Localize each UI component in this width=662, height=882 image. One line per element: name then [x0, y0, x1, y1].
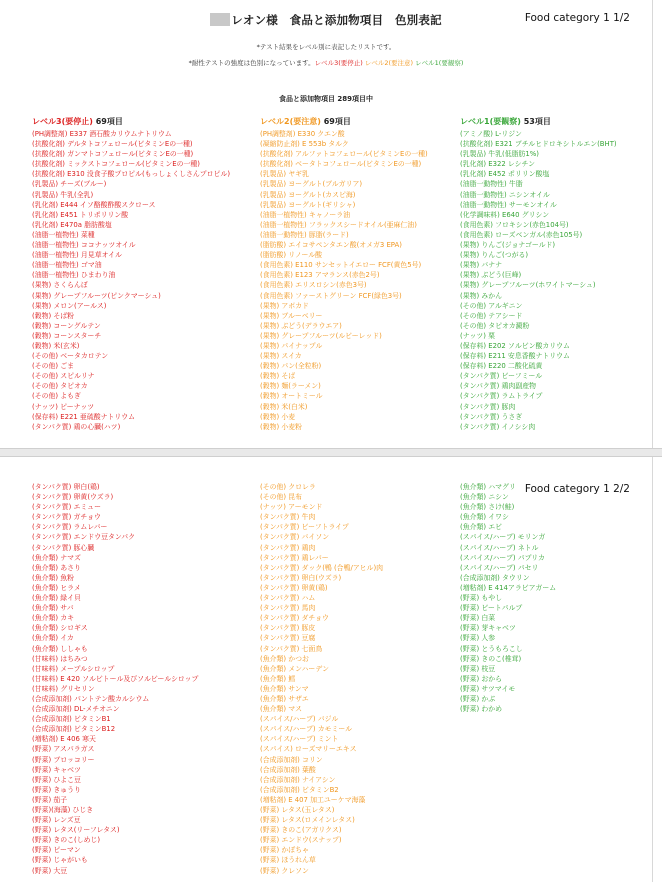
- list-item: (乳化剤) E451 トリポリリン酸: [32, 210, 129, 219]
- list-item: (穀物) コーンスターチ: [32, 331, 102, 340]
- list-item: (果物) スイカ: [260, 352, 302, 361]
- list-item: (野菜) おから: [460, 674, 503, 683]
- list-item: (魚介類) イカ: [32, 634, 74, 643]
- list-item: (タンパク質) 豚肉: [460, 402, 516, 411]
- item-list: [460, 129, 653, 432]
- list-item: (タンパク質) 卵黄(ウズラ): [32, 493, 114, 502]
- list-item: (アミノ酸) L-リジン: [460, 130, 522, 138]
- list-item: (合成添加剤) ビタミンB12: [32, 725, 116, 734]
- list-item: (乳化剤) E470a 脂肪酸塩: [32, 220, 112, 229]
- list-item: (食用色素) ローズベンガル(赤色105号): [460, 230, 583, 239]
- item-list: [260, 129, 460, 432]
- list-item: (タンパク質) バイソン: [260, 533, 330, 542]
- list-item: (増粘剤) E 414アラビアガーム: [460, 583, 557, 592]
- list-item: (タンパク質) うさぎ: [460, 412, 523, 421]
- level3-column: [32, 115, 232, 432]
- level3-column-continued: [32, 482, 232, 876]
- column-heading: [260, 115, 460, 129]
- list-item: (スパイス/ハーブ) パプリカ: [460, 553, 545, 562]
- list-item: (魚介類) 鱈: [260, 674, 296, 683]
- list-item: (魚介類) サンマ: [260, 684, 309, 693]
- list-item: (スパイス/ハーブ) モリンガ: [460, 533, 546, 542]
- list-item: (魚介類) 魚粉: [32, 573, 75, 582]
- legend-level3: レベル3(要停止): [314, 59, 363, 67]
- list-item: (野菜) レタス(ロメインレタス): [260, 816, 355, 825]
- list-item: (野菜) わかめ: [460, 705, 503, 714]
- list-item: (その他) タピオカ澱粉: [460, 321, 530, 330]
- level2-column-continued: [260, 482, 460, 876]
- list-item: (魚介類) ししゃも: [32, 644, 88, 653]
- list-item: (保存料) E211 安息香酸ナトリウム: [460, 352, 570, 361]
- list-item: (ナッツ) アーモンド: [260, 503, 323, 512]
- list-item: (野菜) クレソン: [260, 866, 309, 875]
- list-item: (タンパク質) ガチョウ: [32, 513, 101, 522]
- list-item: (果物) グレープフルーツ(ルビーレッド): [260, 331, 382, 340]
- list-item: (タンパク質) ビーフミール: [460, 372, 543, 381]
- item-list: [260, 482, 460, 876]
- list-item: (スパイス/ハーブ) バジル: [260, 715, 339, 724]
- list-item: (その他) ごま: [32, 362, 75, 371]
- item-list: [460, 482, 653, 714]
- list-item: (合成添加剤) タウリン: [460, 573, 530, 582]
- list-item: (脂肪酸) エイコサペンタエン酸(オメガ3 EPA): [260, 241, 402, 250]
- level1-column-continued: [460, 482, 653, 714]
- list-item: (野菜) もやし: [460, 594, 503, 603]
- list-item: (野菜) 茄子: [32, 795, 68, 804]
- level2-count: 69項目: [323, 117, 351, 126]
- food-category-label: Food category 1 2/2: [524, 483, 630, 495]
- list-item: (タンパク質) 豚皮: [260, 624, 316, 633]
- list-item: (油脂一動物性) ニシンオイル: [460, 190, 550, 199]
- list-item: (タンパク質) ダチョウ: [260, 614, 329, 623]
- list-item: (野菜) 芽キャベツ: [460, 624, 516, 633]
- list-item: (その他) クロレラ: [260, 483, 316, 491]
- list-item: (ナッツ) 栗: [460, 331, 495, 340]
- list-item: (スパイス/ハーブ) ミント: [260, 735, 339, 744]
- level1-heading: レベル1(要観察): [460, 117, 521, 126]
- list-item: (魚介類) サザエ: [260, 694, 309, 703]
- list-item: (穀物) そば: [260, 372, 296, 381]
- list-item: (タンパク質) 鶏肉: [260, 543, 316, 552]
- list-item: (野菜) レタス(玉レタス): [260, 806, 335, 814]
- list-item: (野菜) ブロッコリー: [32, 755, 95, 764]
- list-item: (その他) タピオカ: [32, 382, 88, 391]
- list-item: (果物) りんご(ジョナゴールド): [460, 241, 556, 250]
- list-item: (タンパク質) 七面鳥: [260, 644, 323, 653]
- list-item: (野菜) ほうれん草: [260, 856, 316, 865]
- list-item: (野菜) 大豆: [32, 866, 68, 875]
- list-item: (タンパク質) 卵白(ウズラ): [260, 573, 342, 582]
- list-item: (抗酸化剤) デルタトコフェロール(ビタミンEの一種): [32, 140, 193, 149]
- report-page-2: [0, 457, 653, 882]
- list-item: (その他) 昆布: [260, 493, 303, 502]
- note-legend-prefix: *耐性テストの強度は色別になっています。: [188, 59, 315, 67]
- list-item: (油脂一動物性) 豚脂(ラード): [260, 230, 349, 239]
- list-item: (乳製品) ヤギ乳: [260, 170, 309, 179]
- list-item: (乳化剤) E452 ポリリン酸塩: [460, 170, 550, 179]
- list-item: (タンパク質) ハム: [260, 594, 316, 603]
- list-item: (タンパク質) 豚心臓: [32, 543, 95, 552]
- list-item: (野菜) アスパラガス: [32, 745, 95, 754]
- note-color-legend: [0, 58, 652, 67]
- list-item: (脂肪酸) リノール酸: [260, 251, 323, 260]
- list-item: (乳製品) 牛乳(全乳): [32, 190, 94, 199]
- list-item: (魚介類) マス: [260, 705, 303, 714]
- list-item: (化学調味料) E640 グリシン: [460, 210, 550, 219]
- list-item: (その他) ベータカロテン: [32, 352, 109, 361]
- list-item: (油脂一植物性) 菜種: [32, 230, 95, 239]
- list-item: (タンパク質) エンドウ豆タンパク: [32, 533, 136, 542]
- list-item: (タンパク質) ラムレバー: [32, 523, 108, 532]
- list-item: (魚介類) ナマズ: [32, 553, 81, 562]
- list-item: (魚介類) カキ: [32, 614, 75, 623]
- list-item: (乳製品) チーズ(ブルー): [32, 180, 107, 189]
- list-item: (果物) ぶどう(デラウエア): [260, 321, 342, 330]
- list-item: (合成添加剤) ナイアシン: [260, 775, 336, 784]
- list-item: (その他) アルギニン: [460, 301, 523, 310]
- level1-count: 53項目: [523, 117, 551, 126]
- list-item: (食用色素) E110 サンセットイエロー FCF(黄色5号): [260, 261, 422, 270]
- list-item: (増粘剤) E 407 加工ユーケマ海藻: [260, 795, 366, 804]
- list-item: (果物) バナナ: [460, 261, 503, 270]
- list-item: (野菜) サツマイモ: [460, 684, 516, 693]
- list-item: (果物) グレープフルーツ(ピンクマーシュ): [32, 291, 161, 300]
- list-item: (甘味料) はちみつ: [32, 654, 88, 663]
- list-item: (穀物) パン(全粒粉): [260, 362, 322, 371]
- note-explanation: *テスト結果をレベル別に表記したリストです。: [256, 43, 396, 51]
- page-divider: [0, 448, 662, 457]
- list-item: (魚介類) イワシ: [460, 513, 509, 522]
- list-item: (甘味料) グリセリン: [32, 684, 95, 693]
- list-item: (穀物) 麺(ラーメン): [260, 382, 321, 391]
- list-item: (タンパク質) 鶏肉副産物: [460, 382, 536, 391]
- list-item: (野菜)(海藻) ひじき: [32, 806, 94, 814]
- list-item: (野菜) 白菜: [460, 614, 496, 623]
- list-item: (魚介類) サバ: [32, 604, 74, 613]
- list-item: (果物) りんご(つがる): [460, 251, 529, 260]
- list-item: (果物) ぶどう(巨峰): [460, 271, 522, 280]
- list-item: (タンパク質) 卵黄(鶏): [260, 583, 328, 592]
- list-item: (野菜) ひよこ豆: [32, 775, 81, 784]
- list-item: (食用色素) ファーストグリーン FCF(緑色3号): [260, 291, 402, 300]
- list-item: (穀物) 小麦: [260, 412, 296, 421]
- list-item: (乳製品) ヨーグルト(ギリシャ): [260, 200, 356, 209]
- list-item: (油脂一植物性) 月見草オイル: [32, 251, 122, 260]
- list-item: (果物) ブルーベリー: [260, 311, 323, 320]
- list-item: (乳製品) ヨーグルト(カスピ海): [260, 190, 356, 199]
- list-item: (タンパク質) ビーフトライプ: [260, 523, 349, 532]
- list-item: (油脂一植物性) フラックスシードオイル(亜麻仁油): [260, 220, 417, 229]
- report-title-text: レオン様 食品と添加物項目 色別表記: [231, 13, 442, 27]
- item-list: [32, 482, 232, 876]
- list-item: (野菜) かぶ: [460, 694, 496, 703]
- list-item: (乳製品) 牛乳(低脂肪1%): [460, 150, 539, 159]
- list-item: (果物) メロン(アールス): [32, 301, 107, 310]
- list-item: (野菜) キャベツ: [32, 765, 81, 774]
- list-item: (魚介類) あさり: [32, 563, 81, 572]
- list-item: (抗酸化剤) アルファトコフェロール(ビタミンEの一種): [260, 150, 428, 159]
- list-item: (野菜) とうもろこし: [460, 644, 523, 653]
- level3-count: 69項目: [95, 117, 123, 126]
- list-item: (油脂一動物性) 牛脂: [460, 180, 523, 189]
- list-item: (タンパク質) イノシシ肉: [460, 422, 536, 431]
- column-heading: [460, 115, 653, 129]
- legend-level2: レベル2(要注意): [364, 59, 414, 67]
- list-item: (合成添加剤) パントテン酸カルシウム: [32, 694, 150, 703]
- list-item: (保存料) E220 二酸化硫黄: [460, 362, 543, 371]
- list-item: (合成添加剤) ビタミンB2: [260, 785, 339, 794]
- column-heading: [32, 115, 232, 129]
- list-item: (抗酸化剤) ベータトコフェロール(ビタミンEの一種): [260, 160, 422, 169]
- list-item: (野菜) エンドウ(スナップ): [260, 836, 342, 845]
- list-item: (野菜) ビートパルプ: [460, 604, 523, 613]
- list-item: (甘味料) E 420 ソルビトール及びソルビールシロップ: [32, 674, 199, 683]
- list-item: (増粘剤) E 406 寒天: [32, 735, 96, 744]
- list-item: (タンパク質) ダック(鴨 (合鴨/アヒル)肉: [260, 563, 384, 572]
- list-item: (野菜) 人参: [460, 634, 496, 643]
- list-item: (果物) グレープフルーツ(ホワイトマーシュ): [460, 281, 596, 290]
- list-item: (合成添加剤) 葉酸: [260, 765, 316, 774]
- legend-level1: レベル1(要観察): [415, 59, 464, 67]
- list-item: (PH調整剤) E337 酒石酸カリウムナトリウム: [32, 130, 172, 138]
- list-item: (保存料) E202 ソルビン酸カリウム: [460, 341, 570, 350]
- list-item: (PH調整剤) E330 クエン酸: [260, 130, 345, 138]
- list-item: (乳化剤) E444 イソ酪酸酢酸スクロース: [32, 200, 156, 209]
- list-item: (合成添加剤) コリン: [260, 755, 323, 764]
- list-subtitle: 食品と添加物項目 289項目中: [278, 95, 374, 103]
- list-item: (果物) みかん: [460, 291, 503, 300]
- list-item: (野菜) きゅうり: [32, 785, 81, 794]
- list-item: (乳製品) ヨーグルト(ブルガリア): [260, 180, 363, 189]
- list-item: (魚介類) エビ: [460, 523, 503, 532]
- level3-heading: レベル3(要停止): [32, 117, 93, 126]
- list-item: (穀物) 米(玄米): [32, 341, 80, 350]
- list-item: (合成添加剤) ビタミンB1: [32, 715, 111, 724]
- list-item: (スパイス/ハーブ) パセリ: [460, 563, 539, 572]
- list-item: (タンパク質) 鶏の心臓(ハツ): [32, 422, 121, 431]
- list-item: (タンパク質) 牛肉: [260, 513, 316, 522]
- list-item: (油脂一植物性) ひまわり油: [32, 271, 116, 280]
- list-item: (野菜) じゃがいも: [32, 856, 88, 865]
- list-item: (その他) よもぎ: [32, 392, 81, 401]
- list-item: (野菜) きのこ(アガリクス): [260, 826, 342, 835]
- list-item: (合成添加剤) DL-メチオニン: [32, 705, 120, 714]
- list-item: (スパイス) ローズマリーエキス: [260, 745, 357, 754]
- list-item: (野菜) 枝豆: [460, 664, 496, 673]
- food-category-label: Food category 1 1/2: [524, 12, 630, 24]
- list-item: (その他) テアシード: [460, 311, 523, 320]
- list-item: (スパイス/ハーブ) カモミール: [260, 725, 353, 734]
- list-item: (甘味料) メープルシロップ: [32, 664, 115, 673]
- list-item: (スパイス/ハーブ) ネトル: [460, 543, 539, 552]
- list-item: (油脂一植物性) ゴマ油: [32, 261, 102, 270]
- list-item: (タンパク質) 豆腐: [260, 634, 316, 643]
- list-item: (魚介類) ニシン: [460, 493, 509, 502]
- list-item: (その他) スピルリナ: [32, 372, 95, 381]
- list-item: (タンパク質) 馬肉: [260, 604, 316, 613]
- list-item: (魚介類) 緑イ貝: [32, 594, 81, 603]
- list-item: (油脂一植物性) ココナッツオイル: [32, 241, 136, 250]
- level1-column: [460, 115, 653, 432]
- level2-heading: レベル2(要注意): [260, 117, 321, 126]
- list-item: (抗酸化剤) E321 ブチルヒドロキシトルエン(BHT): [460, 140, 617, 149]
- list-item: (油脂一植物性) キャノーラ油: [260, 210, 351, 219]
- list-item: (タンパク質) 卵白(鶏): [32, 483, 100, 491]
- list-item: (食用色素) E123 アマランス(赤色2号): [260, 271, 380, 280]
- list-item: (魚介類) ヒラメ: [32, 583, 81, 592]
- list-item: (食用色素) エリスロシン(赤色3号): [260, 281, 367, 290]
- list-item: (穀物) 小麦粉: [260, 422, 303, 431]
- list-item: (果物) パイナップル: [260, 341, 323, 350]
- list-item: (魚介類) かつお: [260, 654, 309, 663]
- list-item: (果物) アボカド: [260, 301, 309, 310]
- list-item: (タンパク質) 鶏レバー: [260, 553, 329, 562]
- list-item: (油脂一動物性) サーモンオイル: [460, 200, 557, 209]
- list-item: (タンパク質) エミュー: [32, 503, 101, 512]
- list-item: (抗酸化剤) ミックストコフェロール(ビタミンEの一種): [32, 160, 200, 169]
- list-item: (魚介類) メンハーデン: [260, 664, 329, 673]
- list-item: (野菜) きのこ(しめじ): [32, 836, 101, 845]
- redacted-name: [210, 13, 230, 26]
- list-item: (果物) さくらんぼ: [32, 281, 88, 290]
- list-item: (ナッツ) ピーナッツ: [32, 402, 95, 411]
- list-item: (凝縮防止剤) E 553b タルク: [260, 140, 349, 149]
- list-item: (野菜) ピーマン: [32, 846, 81, 855]
- list-item: (タンパク質) ラムトライプ: [460, 392, 543, 401]
- list-item: (食用色素) フロキシン(赤色104号): [460, 220, 569, 229]
- list-item: (乳化剤) E322 レシチン: [460, 160, 535, 169]
- list-item: (抗酸化剤) E310 没食子酸プロピル(もっしょくしさんプロピル): [32, 170, 231, 179]
- list-item: (野菜) きのこ(椎茸): [460, 654, 522, 663]
- list-item: (魚介類) さけ(鮭): [460, 503, 515, 512]
- list-item: (野菜) レンズ豆: [32, 816, 81, 825]
- list-item: (野菜) レタス(リーフレタス): [32, 826, 120, 835]
- list-item: (野菜) かぼちゃ: [260, 846, 309, 855]
- list-item: (穀物) コーングルテン: [32, 321, 101, 330]
- list-item: (穀物) そば粉: [32, 311, 75, 320]
- item-list: [32, 129, 232, 432]
- list-item: (穀物) オートミール: [260, 392, 323, 401]
- list-item: (保存料) E221 亜硫酸ナトリウム: [32, 412, 135, 421]
- list-item: (魚介類) シロギス: [32, 624, 88, 633]
- list-item: (穀物) 米(白米): [260, 402, 308, 411]
- level2-column: [260, 115, 460, 432]
- list-item: (抗酸化剤) ガンマトコフェロール(ビタミンEの一種): [32, 150, 194, 159]
- list-item: (魚介類) ハマグリ: [460, 483, 516, 491]
